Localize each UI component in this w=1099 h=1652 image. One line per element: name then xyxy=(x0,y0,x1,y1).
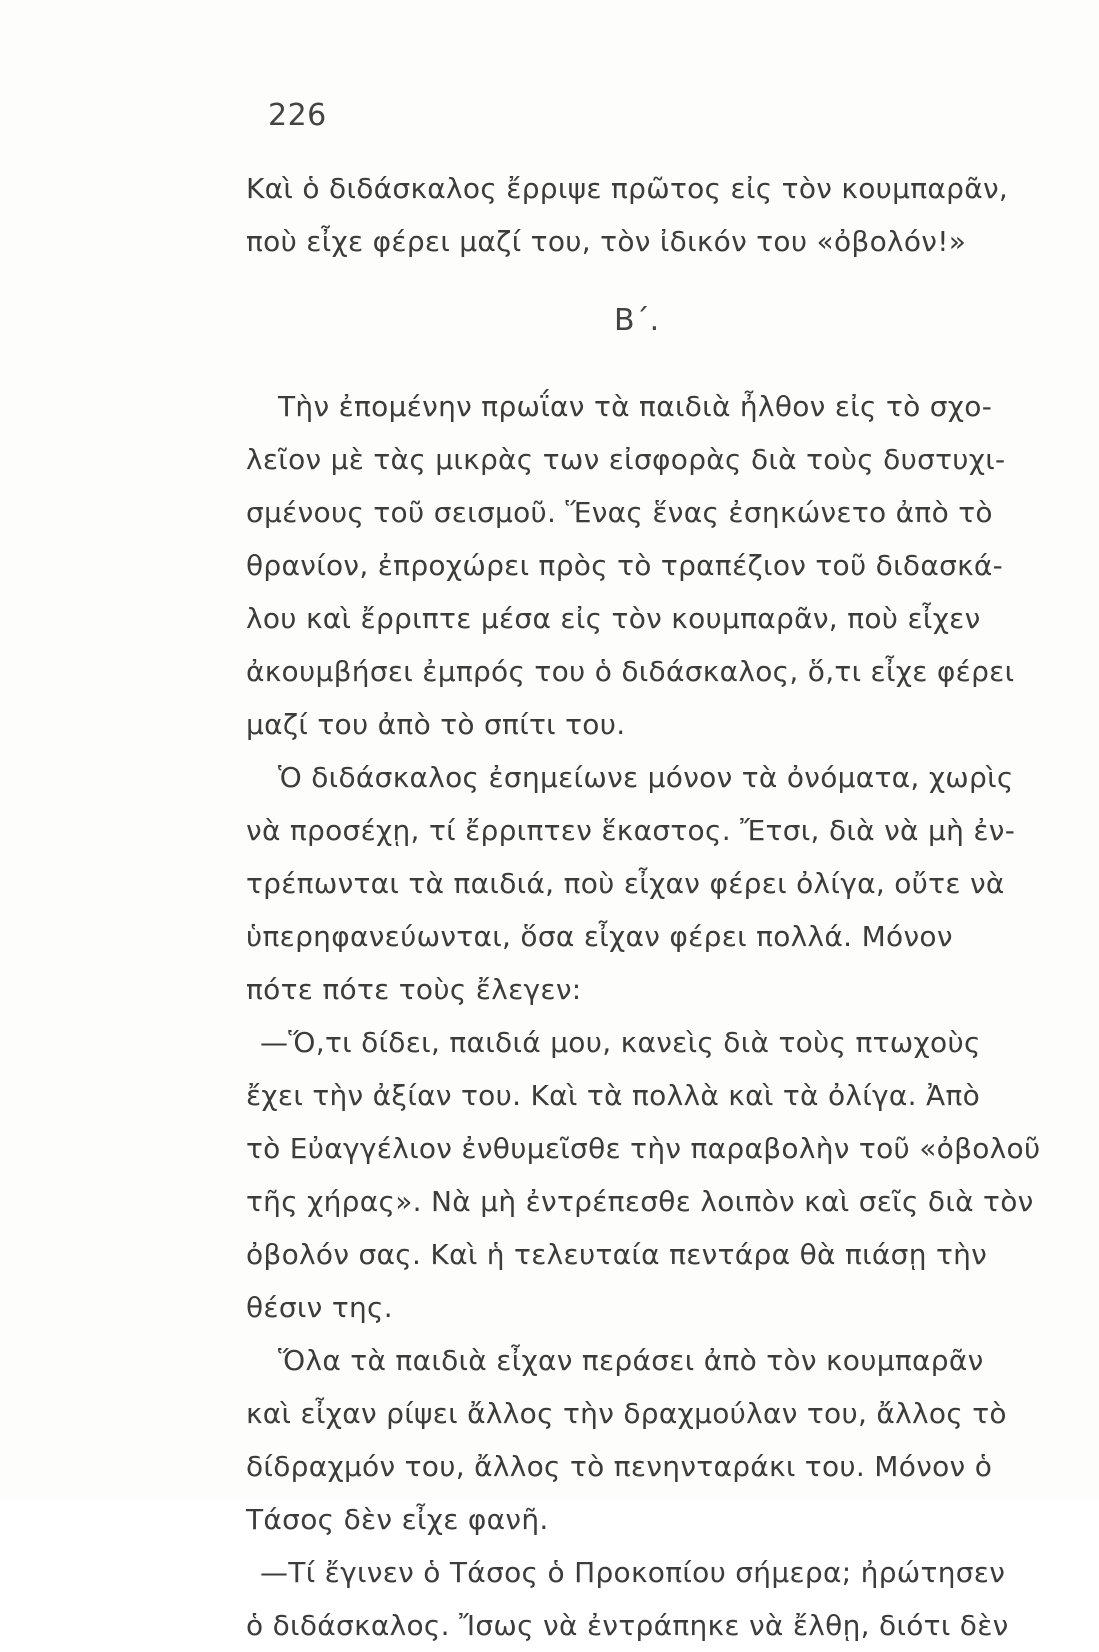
text-line: ἀκουμβήσει ἐμπρός του ὁ διδάσκαλος, ὅ,τι εἶχε φέρει xyxy=(246,655,1015,688)
text-line: θρανίον, ἐπροχώρει πρὸς τὸ τραπέζιον τοῦ διδασκά- xyxy=(246,549,1004,582)
text-line: Καὶ ὁ διδάσκαλος ἔρριψε πρῶτος εἰς τὸν κουμπαρᾶν, xyxy=(246,172,1009,205)
text-line: Τάσος δὲν εἶχε φανῆ. xyxy=(246,1503,549,1536)
text-line: σμένους τοῦ σεισμοῦ. Ἕνας ἕνας ἐσηκώνετο ἀπὸ τὸ xyxy=(246,496,993,529)
text-line: δίδραχμόν του, ἄλλος τὸ πενηνταράκι του. Μόνον ὁ xyxy=(246,1450,993,1483)
text-line: ὁ διδάσκαλος. Ἴσως νὰ ἐντράπηκε νὰ ἔλθῃ, διότι δὲν xyxy=(246,1609,1009,1642)
text-line: Ὅλα τὰ παιδιὰ εἶχαν περάσει ἀπὸ τὸν κουμπαρᾶν xyxy=(278,1344,984,1377)
text-line: τὸ Εὐαγγέλιον ἐνθυμεῖσθε τὴν παραβολὴν τοῦ «ὀβολοῦ xyxy=(246,1132,1041,1165)
text-line: νὰ προσέχῃ, τί ἔρριπτεν ἕκαστος. Ἔτσι, διὰ νὰ μὴ ἐν- xyxy=(246,814,1016,847)
text-line: —Ὅ,τι δίδει, παιδιά μου, κανεὶς διὰ τοὺς πτωχοὺς xyxy=(260,1026,981,1059)
text-line: μαζί του ἀπὸ τὸ σπίτι του. xyxy=(246,708,626,741)
text-line: ὑπερηφανεύωνται, ὅσα εἶχαν φέρει πολλά. Μόνον xyxy=(246,920,953,953)
text-line: καὶ εἶχαν ρίψει ἄλλος τὴν δραχμούλαν του, ἄλλος τὸ xyxy=(246,1397,1007,1430)
text-line: ἔχει τὴν ἀξίαν του. Καὶ τὰ πολλὰ καὶ τὰ ὀλίγα. Ἀπὸ xyxy=(246,1079,981,1112)
text-line: ὀβολόν σας. Καὶ ἡ τελευταία πεντάρα θὰ πιάσῃ τὴν xyxy=(246,1238,988,1271)
text-line: λεῖον μὲ τὰς μικρὰς των εἰσφορὰς διὰ τοὺς δυστυχι- xyxy=(246,443,1006,476)
text-line: πότε πότε τοὺς ἔλεγεν: xyxy=(246,973,582,1006)
page-number: 226 xyxy=(268,98,327,133)
text-line: θέσιν της. xyxy=(246,1291,393,1324)
intro-paragraph xyxy=(246,162,1046,268)
section-heading: Β΄. xyxy=(614,303,660,338)
text-line: ποὺ εἶχε φέρει μαζί του, τὸν ἰδικόν του «ὀβολόν!» xyxy=(246,225,967,258)
body-text xyxy=(246,380,1046,1652)
text-line: λου καὶ ἔρριπτε μέσα εἰς τὸν κουμπαρᾶν, ποὺ εἶχεν xyxy=(246,602,981,635)
text-line: Τὴν ἐπομένην πρωΐαν τὰ παιδιὰ ἦλθον εἰς τὸ σχο- xyxy=(278,390,993,423)
text-line: τρέπωνται τὰ παιδιά, ποὺ εἶχαν φέρει ὀλίγα, οὔτε νὰ xyxy=(246,867,1005,900)
text-line: —Τί ἔγινεν ὁ Τάσος ὁ Προκοπίου σήμερα; ἠρώτησεν xyxy=(260,1556,1006,1589)
text-line: τῆς χήρας». Νὰ μὴ ἐντρέπεσθε λοιπὸν καὶ σεῖς διὰ τὸν xyxy=(246,1185,1034,1218)
text-line: Ὁ διδάσκαλος ἐσημείωνε μόνον τὰ ὀνόματα, χωρὶς xyxy=(278,761,1014,794)
